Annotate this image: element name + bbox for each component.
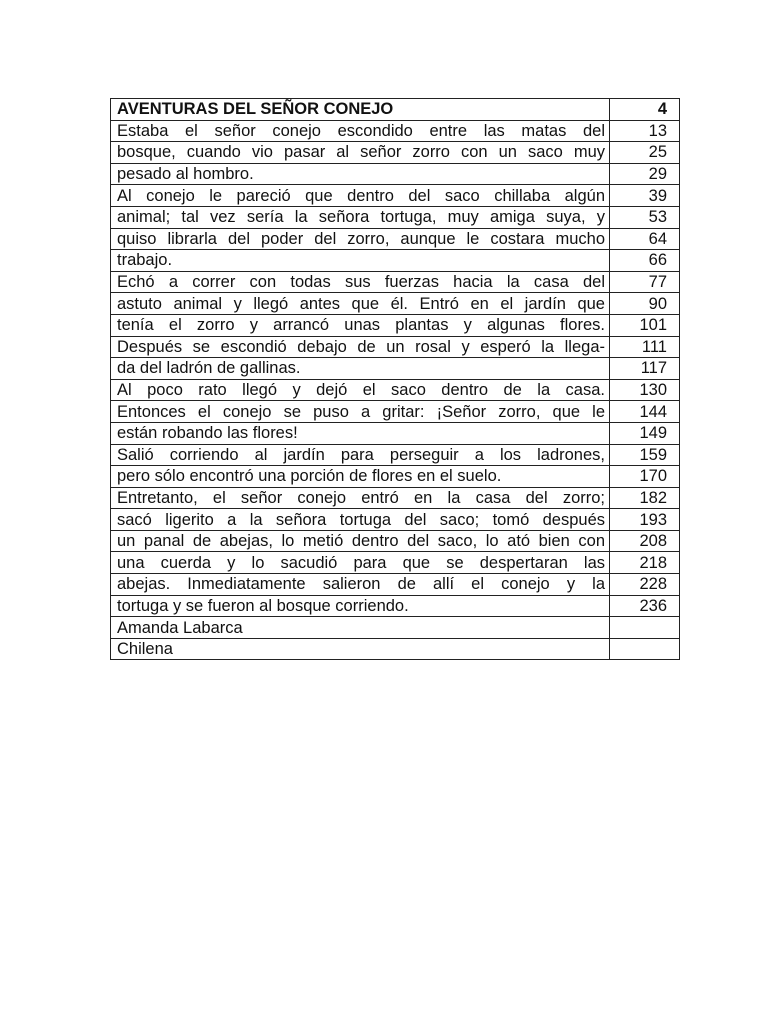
cumulative-word-count: 117 (610, 358, 680, 380)
cumulative-word-count: 149 (610, 422, 680, 444)
story-line-text: pero sólo encontró una porción de flores en el suelo. (111, 466, 610, 488)
table-row (111, 185, 680, 207)
story-line-text: da del ladrón de gallinas. (111, 358, 610, 380)
table-row (111, 120, 680, 142)
story-line-text: bosque, cuando vio pasar al señor zorro con un saco muy (111, 142, 610, 164)
table-row (111, 250, 680, 272)
cumulative-word-count: 130 (610, 379, 680, 401)
empty-count-cell (610, 638, 680, 660)
story-line-text: una cuerda y lo sacudió para que se despertaran las (111, 552, 610, 574)
author-name: Amanda Labarca (111, 617, 610, 639)
cumulative-word-count: 77 (610, 271, 680, 293)
empty-count-cell (610, 617, 680, 639)
cumulative-word-count: 111 (610, 336, 680, 358)
story-title: AVENTURAS DEL SEÑOR CONEJO (111, 99, 610, 121)
story-line-text: Al conejo le pareció que dentro del saco chillaba algún (111, 185, 610, 207)
table-row (111, 358, 680, 380)
table-row (111, 422, 680, 444)
reading-word-count-table (110, 98, 680, 660)
story-line-text: Estaba el señor conejo escondido entre las matas del (111, 120, 610, 142)
story-line-text: trabajo. (111, 250, 610, 272)
cumulative-word-count: 182 (610, 487, 680, 509)
table-row (111, 228, 680, 250)
cumulative-word-count: 208 (610, 530, 680, 552)
story-line-text: astuto animal y llegó antes que él. Entró en el jardín que (111, 293, 610, 315)
table-row (111, 163, 680, 185)
table-body (111, 99, 680, 660)
story-line-text: animal; tal vez sería la señora tortuga, muy amiga suya, y (111, 206, 610, 228)
story-line-text: abejas. Inmediatamente salieron de allí el conejo y la (111, 574, 610, 596)
story-line-text: Entonces el conejo se puso a gritar: ¡Señor zorro, que le (111, 401, 610, 423)
table-row (111, 552, 680, 574)
cumulative-word-count: 170 (610, 466, 680, 488)
cumulative-word-count: 144 (610, 401, 680, 423)
story-line-text: están robando las flores! (111, 422, 610, 444)
table-row (111, 530, 680, 552)
table-row (111, 466, 680, 488)
table-row (111, 293, 680, 315)
cumulative-word-count: 53 (610, 206, 680, 228)
cumulative-word-count: 66 (610, 250, 680, 272)
story-line-text: Al poco rato llegó y dejó el saco dentro de la casa. (111, 379, 610, 401)
table-row (111, 444, 680, 466)
title-row (111, 99, 680, 121)
story-line-text: pesado al hombro. (111, 163, 610, 185)
story-line-text: Echó a correr con todas sus fuerzas hacia la casa del (111, 271, 610, 293)
cumulative-word-count: 236 (610, 595, 680, 617)
cumulative-word-count: 29 (610, 163, 680, 185)
story-line-text: Después se escondió debajo de un rosal y esperó la llega- (111, 336, 610, 358)
author-row (111, 617, 680, 639)
story-line-text: Entretanto, el señor conejo entró en la casa del zorro; (111, 487, 610, 509)
story-line-text: Salió corriendo al jardín para perseguir a los ladrones, (111, 444, 610, 466)
cumulative-word-count: 228 (610, 574, 680, 596)
cumulative-word-count: 39 (610, 185, 680, 207)
table-row (111, 401, 680, 423)
table-row (111, 142, 680, 164)
cumulative-word-count: 90 (610, 293, 680, 315)
cumulative-word-count: 13 (610, 120, 680, 142)
table-row (111, 314, 680, 336)
story-line-text: sacó ligerito a la señora tortuga del saco; tomó después (111, 509, 610, 531)
story-line-text: tortuga y se fueron al bosque corriendo. (111, 595, 610, 617)
table-row (111, 487, 680, 509)
table-row (111, 509, 680, 531)
cumulative-word-count: 64 (610, 228, 680, 250)
table-row (111, 574, 680, 596)
table-row (111, 336, 680, 358)
story-line-text: tenía el zorro y arrancó unas plantas y algunas flores. (111, 314, 610, 336)
story-line-text: un panal de abejas, lo metió dentro del saco, lo ató bien con (111, 530, 610, 552)
cumulative-word-count: 159 (610, 444, 680, 466)
table-row (111, 595, 680, 617)
cumulative-word-count: 101 (610, 314, 680, 336)
table-row (111, 206, 680, 228)
cumulative-word-count: 218 (610, 552, 680, 574)
table-row (111, 379, 680, 401)
story-line-text: quiso librarla del poder del zorro, aunque le costara mucho (111, 228, 610, 250)
title-word-count: 4 (610, 99, 680, 121)
author-nationality: Chilena (111, 638, 610, 660)
cumulative-word-count: 25 (610, 142, 680, 164)
nationality-row (111, 638, 680, 660)
cumulative-word-count: 193 (610, 509, 680, 531)
table-row (111, 271, 680, 293)
